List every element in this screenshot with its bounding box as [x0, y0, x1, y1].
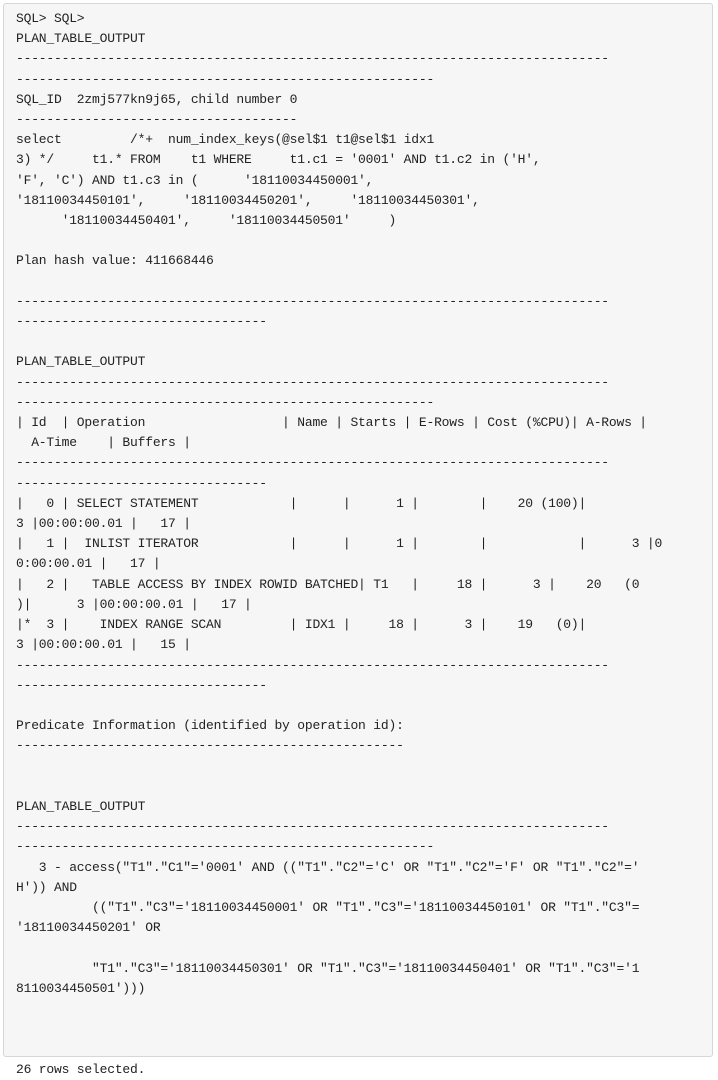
code-line: -------------------------------------------------------	[16, 71, 435, 87]
code-line: '18110034450101', '18110034450201', '18110034450301',	[16, 192, 480, 208]
code-line: 3 |00:00:00.01 | 17 |	[16, 516, 191, 532]
code-line: 3 - access("T1"."C1"='0001' AND (("T1"."C2"='C' OR "T1"."C2"='F' OR "T1"."C2"='	[16, 859, 640, 875]
code-line: ---------------------------------	[16, 475, 267, 491]
code-line: "T1"."C3"='18110034450301' OR "T1"."C3"='18110034450401' OR "T1"."C3"='1	[16, 960, 640, 976]
code-line: SQL> SQL>	[16, 11, 85, 26]
code-line: A-Time | Buffers |	[16, 435, 191, 451]
code-line: -------------------------------------	[16, 112, 298, 128]
code-line: ---------------------------------	[16, 677, 267, 693]
code-line: 'F', 'C') AND t1.c3 in ( '18110034450001',	[16, 172, 374, 188]
code-line: 3) */ t1.* FROM t1 WHERE t1.c1 = '0001' AND t1.c2 in ('H',	[16, 152, 541, 168]
code-line: PLAN_TABLE_OUTPUT	[16, 798, 146, 814]
code-line: 26 rows selected.	[16, 1061, 146, 1077]
code-line: '18110034450401', '18110034450501' )	[16, 213, 397, 229]
sql-plan-output	[4, 9, 662, 1080]
code-line: 8110034450501')))	[16, 980, 146, 996]
code-line: | 1 | INLIST ITERATOR | | 1 | | | 3 |0	[16, 536, 663, 552]
code-line: -------------------------------------------------------	[16, 394, 435, 410]
code-line: | 0 | SELECT STATEMENT | | 1 | | 20 (100)|	[16, 495, 587, 511]
code-block	[3, 3, 713, 1077]
code-line: 3 |00:00:00.01 | 15 |	[16, 637, 191, 653]
code-line: ------------------------------------------------------------------------------	[16, 819, 609, 835]
code-line: ------------------------------------------------------------------------------	[16, 51, 609, 67]
code-line: Predicate Information (identified by operation id):	[16, 718, 404, 734]
code-line: H')) AND	[16, 879, 77, 895]
code-line: ---------------------------------------------------	[16, 738, 404, 754]
code-line: 0:00:00.01 | 17 |	[16, 556, 161, 572]
code-line: Plan hash value: 411668446	[16, 253, 214, 269]
code-line: -------------------------------------------------------	[16, 839, 435, 855]
code-line: | Id | Operation | Name | Starts | E-Rows | Cost (%CPU)| A-Rows |	[16, 415, 647, 431]
code-line: select /*+ num_index_keys(@sel$1 t1@sel$1 idx1	[16, 132, 435, 148]
code-line: PLAN_TABLE_OUTPUT	[16, 31, 146, 47]
code-line: |* 3 | INDEX RANGE SCAN | IDX1 | 18 | 3 | 19 (0)|	[16, 617, 587, 633]
code-line: ------------------------------------------------------------------------------	[16, 293, 609, 309]
code-line: | 2 | TABLE ACCESS BY INDEX ROWID BATCHED| T1 | 18 | 3 | 20 (0	[16, 576, 640, 592]
code-line: PLAN_TABLE_OUTPUT	[16, 354, 146, 370]
code-line: )| 3 |00:00:00.01 | 17 |	[16, 596, 252, 612]
code-line: ------------------------------------------------------------------------------	[16, 657, 609, 673]
code-line: SQL_ID 2zmj577kn9j65, child number 0	[16, 91, 298, 107]
code-line: (("T1"."C3"='18110034450001' OR "T1"."C3"='18110034450101' OR "T1"."C3"=	[16, 899, 640, 915]
code-line: ------------------------------------------------------------------------------	[16, 374, 609, 390]
code-line: ------------------------------------------------------------------------------	[16, 455, 609, 471]
code-line: '18110034450201' OR	[16, 920, 161, 936]
code-line: ---------------------------------	[16, 314, 267, 330]
